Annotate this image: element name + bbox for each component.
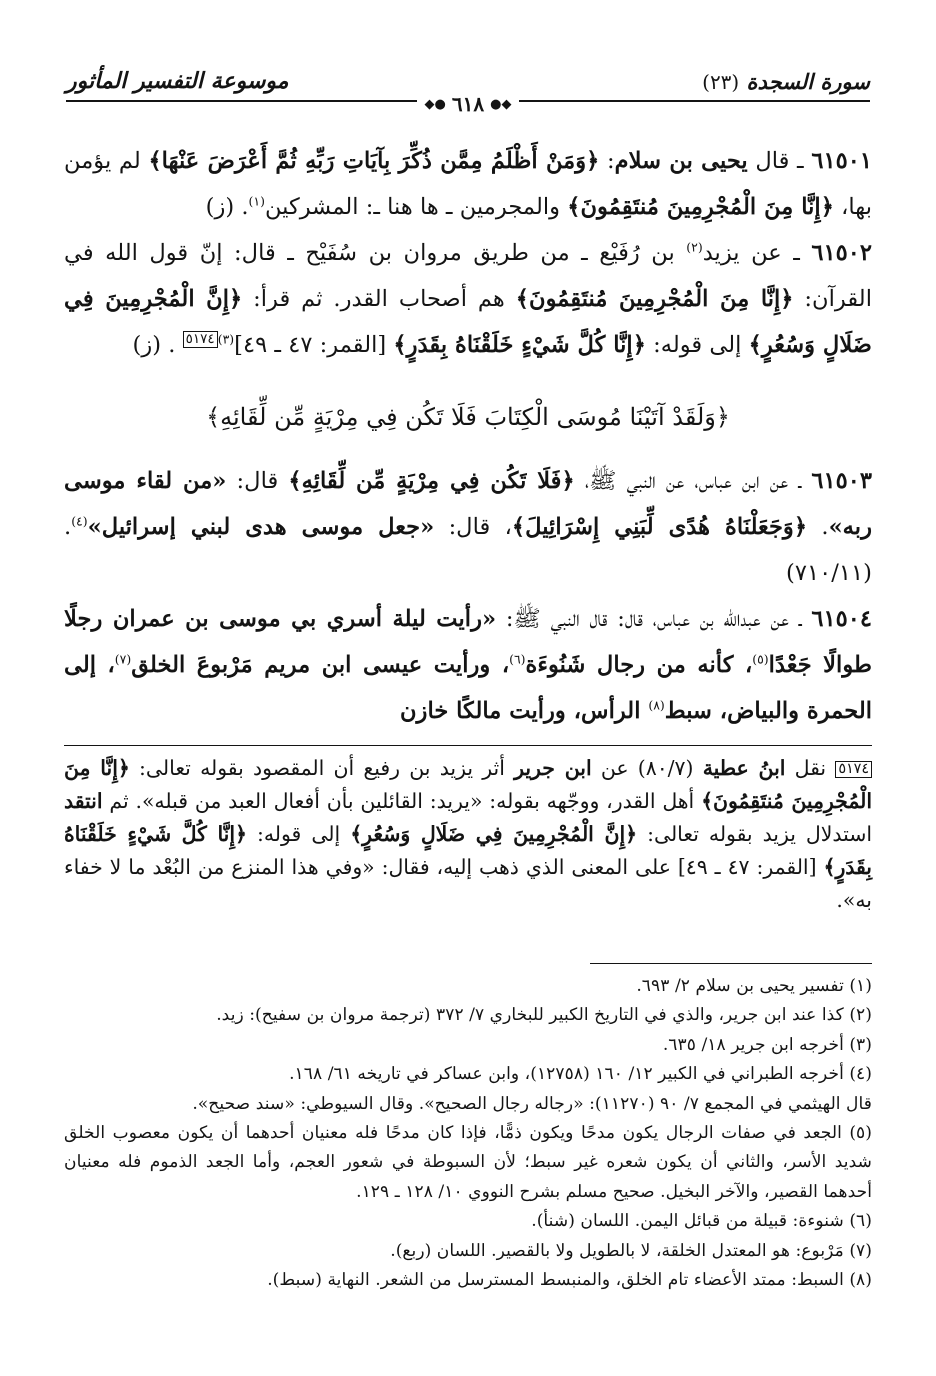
footnote-ref[interactable]: (٣) (217, 331, 235, 347)
hadith-text: الرأس، ورأيت مالكًا خازن (399, 698, 649, 724)
entry-text: ، قال: (434, 514, 512, 540)
footnote-ref[interactable]: (٢) (686, 239, 703, 255)
commentary-text: نقل (785, 756, 836, 780)
footnote-ref[interactable]: (٧) (114, 651, 132, 667)
entry-text: ـ عن عبدالله بن عباس، قال: قال النبي ﷺ: (496, 606, 812, 632)
hadith-text: «جعل موسى هدى لبني إسرائيل» (87, 514, 435, 540)
quran-quote: ﴿فَلَا تَكُن فِي مِرْيَةٍ مِّن لِّقَائِهِ﴾ (288, 468, 575, 494)
entry-text: ـ عن ابن عباس، عن النبي ﷺ، (574, 468, 812, 494)
footnote-1: (١) تفسير يحيى بن سلام ٢/ ٦٩٣. (636, 976, 872, 996)
book-title: موسوعة التفسير المأثور (66, 68, 289, 94)
footnotes (64, 972, 872, 1295)
commentary-separator (64, 745, 872, 746)
entry-text: . (807, 514, 829, 540)
footnote-5: (٥) الجعد في صفات الرجال يكون مدحًا ويكون ذمًّا، فإذا كان مدحًا فله معنيان أحدهما أن يكون معصوب الخلق شديد الأسر، والثاني أن يكون شعره غير سبط؛ لأن السبوطة في شعور العجم، وأما الجعد الذموم فله معنيان أحدهما القصير، والآخر البخيل. صحيح مسلم بشرح النووي ١٠/ ١٢٨ ـ ١٢٩. (64, 1123, 872, 1202)
footnote-ref[interactable]: (٤) (71, 513, 88, 529)
footnote-ref[interactable]: (١) (248, 193, 265, 209)
footnote-6: (٦) شنوءة: قبيلة من قبائل اليمن. اللسان (شنأ). (531, 1211, 872, 1232)
hadith-text: «رأيت ليلة أسري بي موسى بن عمران رجلًا طوالًا جَعْدًا (64, 606, 872, 678)
scholar-name: ابن جرير (514, 756, 592, 780)
entry-text: : (599, 148, 615, 174)
quran-quote: ﴿إِنَّا كُلَّ شَيْءٍ خَلَقْنَاهُ بِقَدَرٍ﴾ (393, 332, 646, 358)
entry-text: والمجرمين ـ ها هنا ـ: المشركين (264, 194, 568, 220)
footnote-7: (٧) مَرْبوع: هو المعتدل الخلقة، لا بالطويل ولا بالقصير. اللسان (ربع). (390, 1240, 872, 1261)
entry-text: . (ز) (132, 332, 183, 358)
commentary-keyword: انتقد (64, 789, 103, 813)
commentary-text: أهل القدر، ووجّهه بقوله: «يريد: القائلين بأن أفعال العبد من قبله». ثم (102, 789, 702, 813)
author-name: يحيى بن سلام (614, 148, 748, 174)
quran-quote: ﴿إِنَّا مِنَ الْمُجْرِمِينَ مُنتَقِمُونَ﴾ (64, 756, 872, 813)
commentary-paragraph (64, 752, 872, 917)
footnote-ref[interactable]: (٨) (648, 697, 665, 713)
entry-text: هم أصحاب القدر. ثم قرأ: (242, 286, 516, 312)
ornament-icon: ◆● (424, 96, 446, 112)
entry-61501 (64, 138, 872, 230)
footnote-8: (٨) السبط: ممتد الأعضاء تام الخلق، والمنبسط المسترسل من الشعر. النهاية (سبط). (267, 1270, 872, 1291)
footnote-4-continued: قال الهيثمي في المجمع ٧/ ٩٠ (١١٢٧٠): «رجاله رجال الصحيح». وقال السيوطي: «سند صحيح». (192, 1093, 872, 1114)
footnote-ref[interactable]: (٦) (509, 651, 526, 667)
footnote-3: (٣) أخرجه ابن جرير ١٨/ ٦٣٥. (662, 1034, 872, 1055)
footnote-ref[interactable]: (٥) (752, 651, 769, 667)
entry-text: إلى قوله: (645, 332, 749, 358)
footnotes-rule (590, 963, 872, 964)
verse-heading: ﴿وَلَقَدْ آتَيْنَا مُوسَى الْكِتَابَ فَلَا تَكُن فِي مِرْيَةٍ مِّن لِّقَائِهِ﴾ (206, 403, 730, 431)
entry-text: بن رُفَيْع ـ من طريق مروان بن سُفَيْح ـ قال: إنّ قول الله في القرآن: (64, 240, 872, 312)
hadith-text: «من لقاء موسى ربه» (64, 468, 872, 540)
quran-quote: ﴿وَجَعَلْنَاهُ هُدًى لِّبَنِي إِسْرَائِيلَ﴾ (511, 514, 808, 540)
entry-text: لم يؤمن بها، (64, 148, 872, 220)
page-number-block (0, 92, 936, 116)
ayah-label: (٢٣) (702, 69, 740, 94)
entry-text: . (٧١٠/١١) (64, 514, 872, 586)
quran-quote: ﴿إِنَّا كُلَّ شَيْءٍ خَلَقْنَاهُ بِقَدَرٍ﴾ (64, 822, 872, 879)
scholar-name: ابنُ عطية (702, 756, 786, 780)
entry-number: ٦١٥٠١ (811, 148, 872, 174)
commentary-text: استدلال يزيد بقوله تعالى: (637, 822, 872, 846)
page-number: ٦١٨ (451, 92, 485, 116)
surah-label: سورة السجدة (746, 68, 870, 94)
commentary-text: (٨٠/٧) عن (591, 756, 703, 780)
hadith-text: ، كأنه من رجال شَنُوءَة (525, 652, 753, 678)
entry-number: ٦١٥٠٣ (811, 468, 873, 494)
entry-number: ٦١٥٠٤ (811, 606, 873, 632)
commentary-text: أثر يزيد بن رفيع أن المقصود بقوله تعالى: (129, 756, 515, 780)
commentary-block (64, 752, 872, 917)
quran-quote: ﴿إِنَّا مِنَ الْمُجْرِمِينَ مُنتَقِمُونَ﴾ (567, 194, 834, 220)
entry-text: ـ عن يزيد (702, 240, 812, 266)
footnote-4: (٤) أخرجه الطبراني في الكبير ١٢/ ١٦٠ (١٢٧٥٨)، وابن عساكر في تاريخه ٦١/ ١٦٨. (289, 1064, 872, 1085)
entry-61504 (64, 596, 872, 734)
commentary-text: إلى قوله: (246, 822, 351, 846)
quran-quote: ﴿إِنَّ الْمُجْرِمِينَ فِي ضَلَالٍ وَسُعُرٍ﴾ (64, 286, 872, 358)
entry-text: . (ز) (205, 194, 249, 220)
hadith-text: ، ورأيت عيسى ابن مريم مَرْبوعَ الخلق (131, 652, 510, 678)
entry-text: [القمر: ٤٧ ـ ٤٩] (234, 332, 394, 358)
main-text (64, 138, 872, 734)
quran-quote: ﴿إِنَّ الْمُجْرِمِينَ فِي ضَلَالٍ وَسُعُرٍ﴾ (350, 822, 638, 846)
quran-quote: ﴿وَمَنْ أَظْلَمُ مِمَّن ذُكِّرَ بِآيَاتِ رَبِّهِ ثُمَّ أَعْرَضَ عَنْهَا﴾ (148, 148, 600, 174)
quran-quote: ﴿إِنَّا مِنَ الْمُجْرِمِينَ مُنتَقِمُونَ﴾ (515, 286, 794, 312)
ornament-icon: ●◆ (490, 96, 512, 112)
hadith-text: ، إلى الحمرة والبياض، سبط (64, 652, 872, 724)
entry-61502 (64, 230, 872, 368)
commentary-number-box: ٥١٧٤ (835, 761, 872, 779)
entry-text: ـ قال (747, 148, 812, 174)
entry-text: قال: (226, 468, 289, 494)
entry-61503 (64, 458, 872, 596)
commentary-ref-box[interactable]: ٥١٧٤ (183, 331, 218, 348)
surah-heading (702, 69, 870, 94)
entry-number: ٦١٥٠٢ (811, 240, 873, 266)
footnote-2: (٢) كذا عند ابن جرير، والذي في التاريخ الكبير للبخاري ٧/ ٣٧٢ (ترجمة مروان بن سفيح): زيد. (216, 1005, 872, 1026)
commentary-text: [القمر: ٤٧ ـ ٤٩] على المعنى الذي ذهب إليه، فقال: «وفي هذا المنزع من البُعْد ما لا خفاء به». (64, 855, 872, 912)
